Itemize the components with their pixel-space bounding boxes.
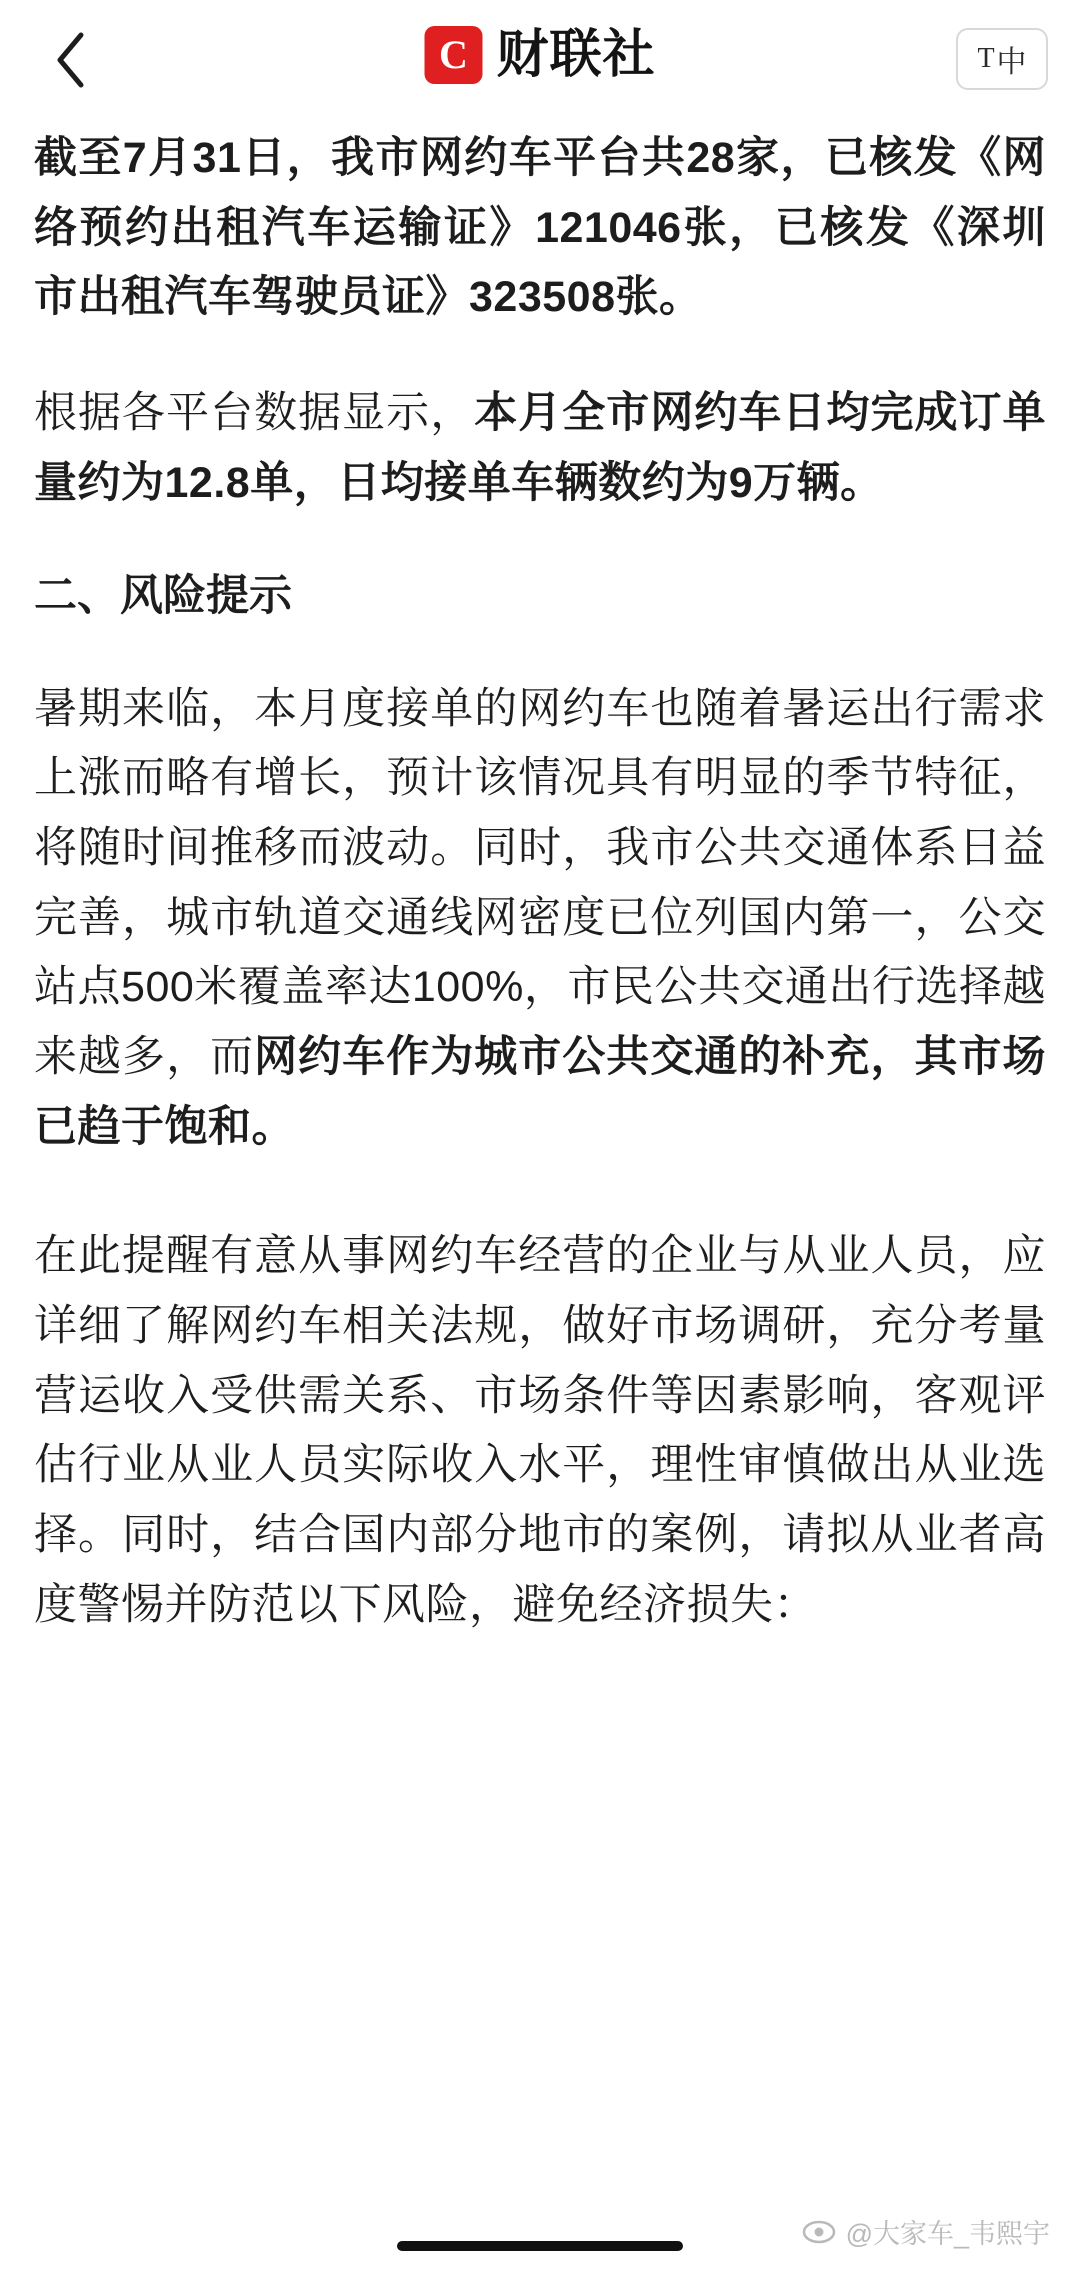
paragraph-3-lead: 暑期来临，本月度接单的网约车也随着暑运出行需求上涨而略有增长，预计该情况具有明显的季节特征，将随时间推移而波动。同时，我市公共交通体系日益完善，城市轨道交通线网密度已位列国内第一，公交站点500米覆盖率达100%，市民公共交通出行选择越来越多，而 — [34, 684, 1046, 1082]
paragraph-1: 截至7月31日，我市网约车平台共28家，已核发《网络预约出租汽车运输证》121046张，已核发《深圳市出租汽车驾驶员证》323508张。 — [34, 134, 1046, 322]
paragraph-3-emphasis: 网约车作为城市公共交通的补充，其市场已趋于饱和。 — [34, 1033, 1047, 1151]
font-size-cn-label: 中 — [996, 46, 1027, 79]
home-indicator[interactable] — [397, 2241, 683, 2251]
watermark-text: @大家车_韦熙宇 — [845, 2219, 1050, 2249]
brand-mark-icon: C — [424, 26, 482, 84]
chevron-left-icon — [53, 31, 87, 89]
section-heading: 二、风险提示 — [34, 572, 292, 621]
brand-name: 财联社 — [496, 26, 656, 84]
back-button[interactable] — [40, 30, 100, 90]
weibo-eye-icon — [802, 2218, 836, 2246]
footer — [0, 2167, 1080, 2277]
font-size-latin-label: T — [977, 43, 995, 74]
font-size-button[interactable] — [956, 28, 1048, 90]
watermark — [802, 2212, 1050, 2251]
paragraph-2 — [34, 379, 1046, 518]
brand-logo — [424, 26, 655, 84]
paragraph-2-lead: 根据各平台数据显示， — [34, 388, 475, 437]
article-body — [0, 124, 1080, 1640]
paragraph-3 — [34, 675, 1046, 1163]
paragraph-4: 在此提醒有意从事网约车经营的企业与从业人员，应详细了解网约车相关法规，做好市场调研，充分考量营运收入受供需关系、市场条件等因素影响，客观评估行业从业人员实际收入水平，理性审慎做出从业选择。同时，结合国内部分地市的案例，请拟从业者高度警惕并防范以下风险，避免经济损失： — [34, 1232, 1046, 1629]
paragraph-2-emphasis: 本月全市网约车日均完成订单量约为12.8单，日均接单车辆数约为9万辆。 — [34, 388, 1047, 507]
top-bar — [0, 0, 1080, 118]
